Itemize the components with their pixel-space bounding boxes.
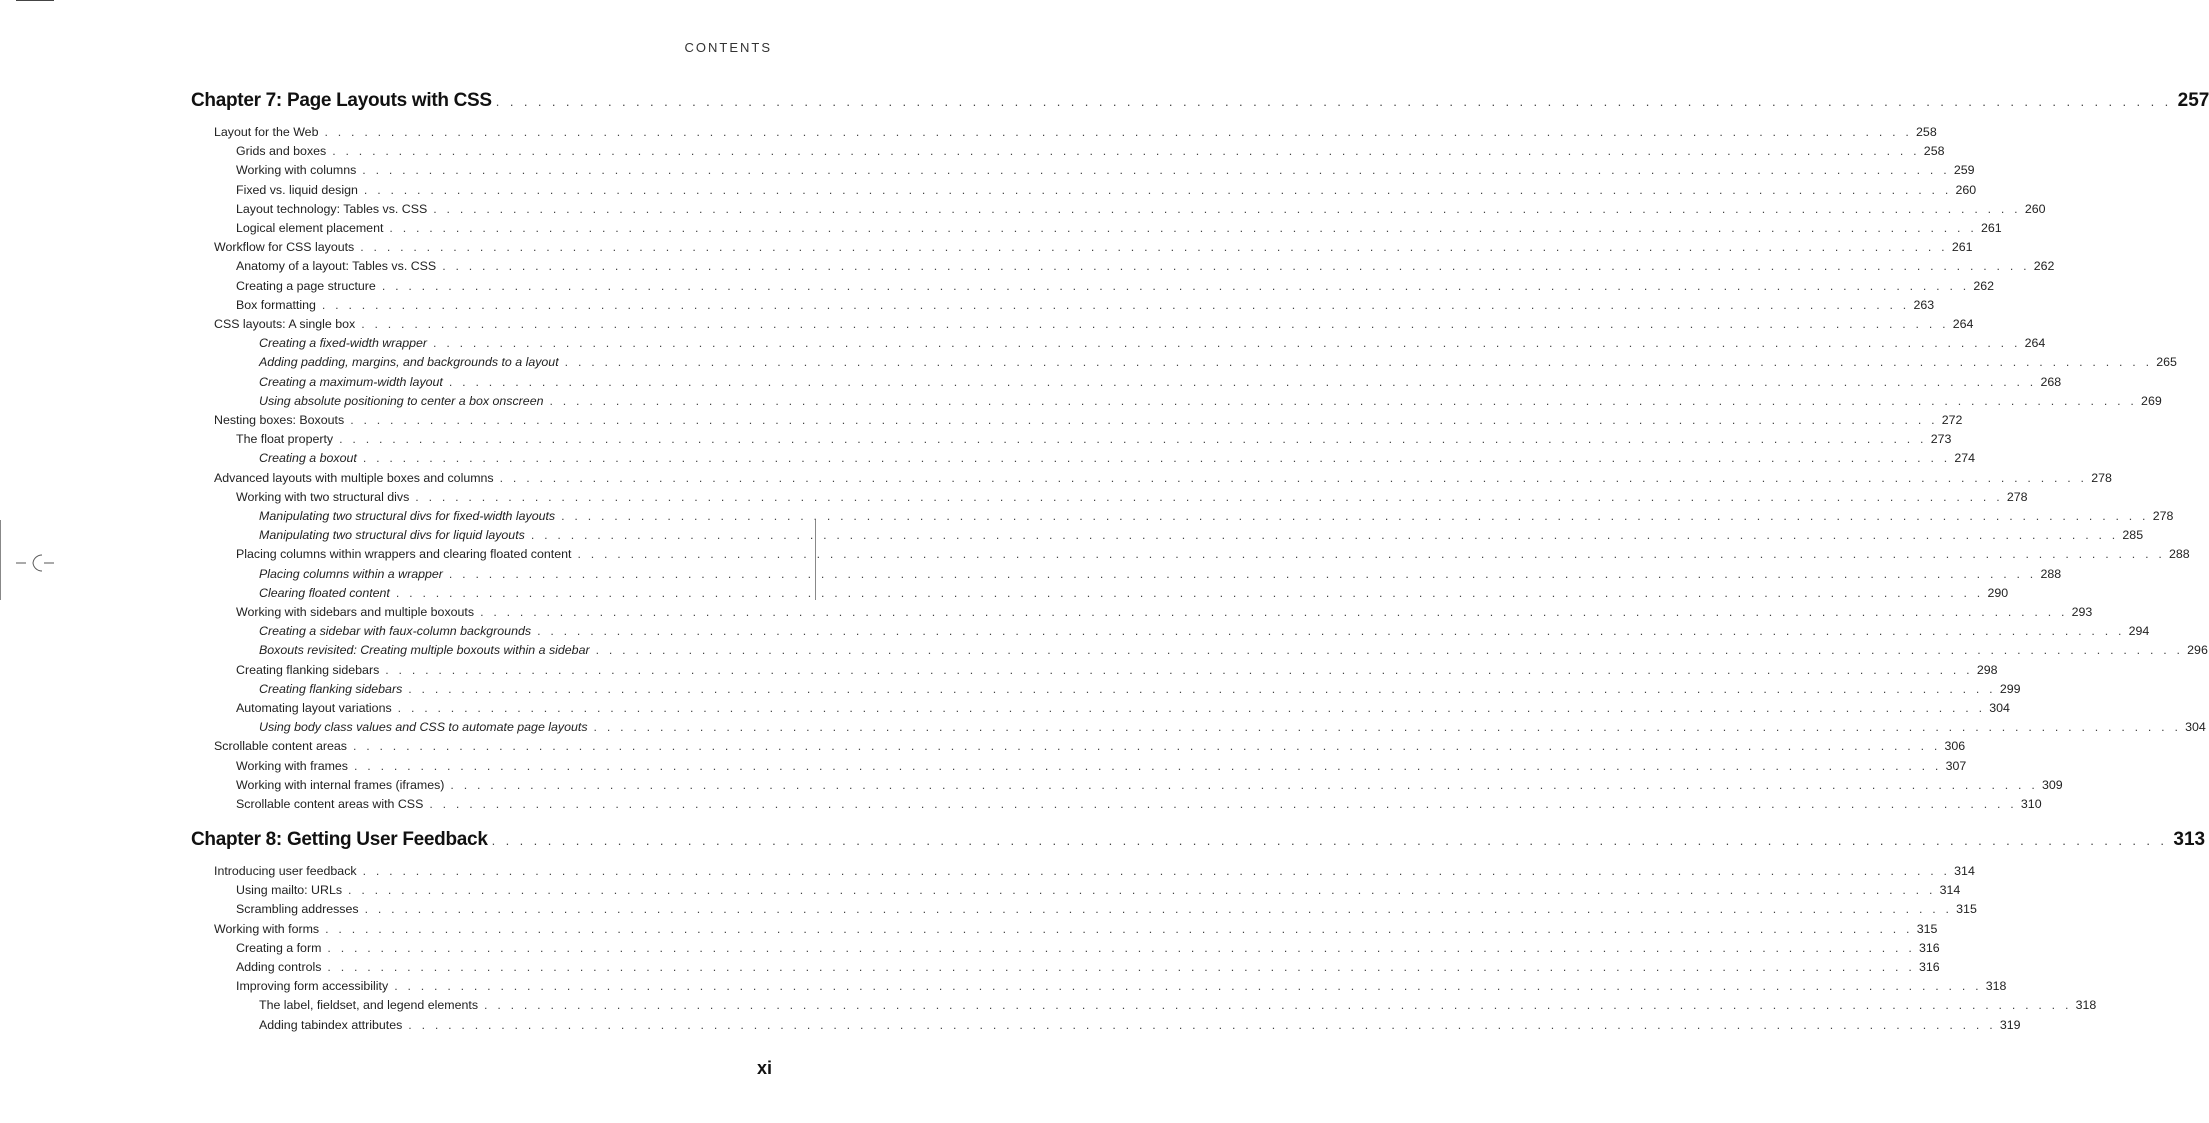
toc-entry-title: Clearing floated content	[259, 585, 390, 600]
page-edge-left	[0, 520, 1, 600]
toc-entry-title: The float property	[236, 432, 334, 447]
toc-entry-page-number: 260	[1955, 182, 1977, 197]
toc-entry-page-number: 259	[1953, 163, 1975, 178]
toc-entry-title: Using absolute positioning to center a box onscreen	[259, 393, 544, 408]
toc-entry-page-number: 314	[1939, 883, 1961, 898]
toc-entry	[236, 488, 2028, 507]
toc-entry-page-number: 304	[1989, 701, 2010, 715]
toc-entry-page-number: 264	[1952, 317, 1974, 331]
dot-leader: . . . . . . . . . . . . . . . . . . . . . . . . . . . . . . . . . . . . . . . . . . . . . . . . . . . . . . . . . . . . . . . . . . . . . . . . . . . . . . . . . . . . . . . . . . . . . . . . . . . . . . . . . . . . . . . . . . . . . . . .	[433, 201, 2021, 216]
toc-entry-title: Working with sidebars and multiple boxouts	[236, 605, 475, 619]
dot-leader: . . . . . . . . . . . . . . . . . . . . . . . . . . . . . . . . . . . . . . . . . . . . . . . . . . . . . . . . . . . . . . . . . . . . . . . . . . . . . . . . . . . . . . . . . . . . . . . . . . . . . . . . . . . . . . . . . . . . . . . .	[348, 883, 1936, 898]
dot-leader: . . . . . . . . . . . . . . . . . . . . . . . . . . . . . . . . . . . . . . . . . . . . . . . . . . . . . . . . . . . . . . . . . . . . . . . . . . . . . . . . . . . . . . . . . . . . . . . . . . . . . . . . . . . . . . . . . . . . . . . .	[324, 125, 1913, 139]
toc-entry	[214, 238, 1973, 257]
toc-entry	[236, 939, 1940, 958]
dot-leader: . . . . . . . . . . . . . . . . . . . . . . . . . . . . . . . . . . . . . . . . . . . . . . . . . . . . . . . . . . . . . . . . . . . . . . . . . . . . . . . . . . . . . . . . . . . . . . . . . . . . . . . . . . . . . . . . . . . . . . . .	[480, 605, 2068, 619]
toc-entry-page-number: 262	[2033, 259, 2055, 274]
dot-leader: . . . . . . . . . . . . . . . . . . . . . . . . . . . . . . . . . . . . . . . . . . . . . . . . . . . . . . . . . . . . . . . . . . . . . . . . . . . . . . . . . . . . . . . . . . . . . . . . . . . . . . . . . . . . . . . . . . . . . . . .	[321, 297, 1910, 312]
toc-entry-page-number: 314	[1954, 864, 1975, 878]
dot-leader: . . . . . . . . . . . . . . . . . . . . . . . . . . . . . . . . . . . . . . . . . . . . . . . . . . . . . . . . . . . . . . . . . . . . . . . . . . . . . . . . . . . . . . . . . . . . . . . . . . . . . . . . . . . . . . . . . . . . . . . .	[484, 998, 2072, 1013]
dot-leader: . . . . . . . . . . . . . . . . . . . . . . . . . . . . . . . . . . . . . . . . . . . . . . . . . . . . . . . . . . . . . . . . . . . . . . . . . . . . . . . . . . . . . . . . . . . . . . . . . . . . . . . . . . . . . . . . . . . . . . . .	[363, 182, 1952, 197]
toc-entry	[236, 900, 1977, 919]
toc-entry	[259, 373, 2062, 392]
toc-entry	[259, 526, 2144, 545]
toc-entry-title: Creating a boxout	[259, 451, 357, 466]
toc-entry-title: Advanced layouts with multiple boxes and columns	[214, 470, 494, 485]
dot-leader: . . . . . . . . . . . . . . . . . . . . . . . . . . . . . . . . . . . . . . . . . . . . . . . . . . . . . . . . . . . . . . . . . . . . . . . . . . . . . . . . . . . . . . . . . . . . . . . . . . . . . . . . . . . . . . . . . . . . . . . .	[564, 355, 2153, 370]
toc-entry-page-number: 299	[1999, 681, 2021, 696]
toc-entry-page-number: 316	[1918, 960, 1940, 974]
toc-entry	[259, 996, 2097, 1015]
dot-leader: . . . . . . . . . . . . . . . . . . . . . . . . . . . . . . . . . . . . . . . . . . . . . . . . . . . . . . . . . . . . . . . . . . . . . . . . . . . . . . . . . . . . . . . . . . . . . . . . . . . . . . . . . . . . . . . . . . . . . . . .	[499, 470, 2088, 485]
dot-leader: . . . . . . . . . . . . . . . . . . . . . . . . . . . . . . . . . . . . . . . . . . . . . . . . . . . . . . . . . . . . . . . . . . . . . . . . . . . . . . . . . . . . . . . . . . . . . . . . . . . . . . . . . . . . . . . . . . . . . . . .	[325, 921, 1913, 936]
dot-leader: . . . . . . . . . . . . . . . . . . . . . . . . . . . . . . . . . . . . . . . . . . . . . . . . . . . . . . . . . . . . . . . . . . . . . . . . . . . . . . . . . . . . . . . . . . . . . . . . . . . . . . . . . . . . . . . . . . . . . . . .	[327, 940, 1915, 955]
dot-leader: . . . . . . . . . . . . . . . . . . . . . . . . . . . . . . . . . . . . . . . . . . . . . . . . . . . . . . . . . . . . . . . . . . . . . . . . . . . . . . . . . . . . . . . . . . . . . . . . . . . . . . . . . . . . . . . . . . . . . . . .	[354, 758, 1942, 773]
toc-entry-title: Workflow for CSS layouts	[214, 240, 355, 255]
toc-entry	[236, 757, 1967, 776]
toc-entry-page-number: 278	[2152, 509, 2174, 523]
toc-entry-title: Creating flanking sidebars	[236, 662, 380, 677]
toc-entry-page-number: 290	[1987, 585, 2009, 600]
toc-entry-page-number: 273	[1930, 432, 1952, 447]
dot-leader: . . . . . . . . . . . . . . . . . . . . . . . . . . . . . . . . . . . . . . . . . . . . . . . . . . . . . . . . . . . . . . . . . . . . . . . . . . . . . . . . . . . . . . . . . . . . . . . . . . . . . . . . . . . . . . . . . . . . . . . .	[394, 979, 1982, 994]
dot-leader: . . . . . . . . . . . . . . . . . . . . . . . . . . . . . . . . . . . . . . . . . . . . . . . . . . . . . . . . . . . . . . . . . . . . . . . . . . . . . . . . . . . . . . . . . . . . . . . . . . . . . . . . . . . . . . . . . . . . . . . .	[395, 585, 1984, 600]
dot-leader: . . . . . . . . . . . . . . . . . . . . . . . . . . . . . . . . . . . . . . . . . . . . . . . . . . . . . . . . . . . . . . . . . . . . . . . . . . . . . . . . . . . . . . . . . . . . . . . . . . . . . . . . . . . . . . . . . . . . . . . .	[442, 259, 2030, 274]
dot-leader: . . . . . . . . . . . . . . . . . . . . . . . . . . . . . . . . . . . . . . . . . . . . . . . . . . . . . . . . . . . . . . . . . . . . . . . . . . . . . . . . . . . . . . . . . . . . . . . . . . . . . . . . . . . . . . . . . . . . . . . .	[364, 902, 1953, 917]
toc-entry-title: Layout technology: Tables vs. CSS	[236, 201, 428, 216]
toc-entry-title: Nesting boxes: Boxouts	[214, 413, 345, 427]
toc-entry-page-number: 278	[2006, 489, 2028, 504]
toc-entry-title: Working with columns	[236, 163, 357, 178]
toc-entry-page-number: 261	[1951, 240, 1973, 255]
toc-entry	[236, 277, 1995, 296]
toc-entry-page-number: 319	[1999, 1017, 2021, 1032]
toc-entry	[259, 334, 2046, 353]
dot-leader: . . . . . . . . . . . . . . . . . . . . . . . . . . . . . . . . . . . . . . . . . . . . . . . . . . . . . . . . . . . . . . . . . . . . . . . . . . . . . . . . . . . . . . . . . . . . . . . . . . . . . . . . . . . . . . . . . . . . . . . .	[530, 528, 2119, 543]
toc-entry-title: Working with forms	[214, 921, 320, 936]
toc-entry-title: Creating a page structure	[236, 278, 376, 293]
toc-entry-page-number: 306	[1944, 739, 1966, 754]
dot-leader: . . . . . . . . . . . . . . . . . . . . . . . . . . . . . . . . . . . . . . . . . . . . . . . . . . . . . . . . . . . . . . . . . . . . . . . . . . . . . . . . . . . . . . . . . . . . . . . . . . . . . . . . . . . . . . . . . . . . . . . .	[362, 864, 1951, 878]
toc-entry-title: Placing columns within a wrapper	[259, 566, 443, 581]
toc-entry-title: Introducing user feedback	[214, 864, 357, 878]
toc-entry-page-number: 261	[1980, 221, 2002, 235]
dot-leader: . . . . . . . . . . . . . . . . . . . . . . . . . . . . . . . . . . . . . . . . . . . . . . . . . . . . . . . . . . . . . . . . . . . . . . . . . . . . . . . . . . . . . . . . . . . . . . . . . . . . . . . . . . . . . . . . . . . . . . . .	[385, 662, 1973, 677]
dot-leader: . . . . . . . . . . . . . . . . . . . . . . . . . . . . . . . . . . . . . . . . . . . . . . . . . . . . . . . . . . . . . . . . . . . . . . . . . . . . . . . . . . . . . . . . . . . . . . . . . . . . . . . . . . . . . . . . . . . . . . . .	[408, 681, 1996, 696]
dot-leader: . . . . . . . . . . . . . . . . . . . . . . . . . . . . . . . . . . . . . . . . . . . . . . . . . . . . . . . . . . . . . . . . . . . . . . . . . . . . . . . . . . . . . . . . . . . . . . . . . . . . . . . . . . . . . . . . . . . . . . . .	[339, 432, 1927, 447]
toc-entry	[259, 565, 2062, 584]
toc-entry-title: Manipulating two structural divs for fixed-width layouts	[259, 509, 556, 523]
dot-leader: . . . . . . . . . . . . . . . . . . . . . . . . . . . . . . . . . . . . . . . . . . . . . . . . . . . . . . . . . . . . . . . . . . . . . . . . . . . . . . . . . . . . . . . . . . . . . . . . . . . . . . . . . . . . . . . . . . . . . . . .	[537, 624, 2125, 639]
dot-leader: . . . . . . . . . . . . . . . . . . . . . . . . . . . . . . . . . . . . . . . . . . . . . . . . . . . . . . . . . . . . . . . . . . . . . . . . . . . . . . . . . . . . . . . . . . . . . . . . . . . . . . . . . . . . . . . . . . . . . . . .	[381, 278, 1970, 293]
toc-entry-page-number: 316	[1918, 940, 1940, 955]
toc-entry	[259, 353, 2177, 372]
toc-entry	[236, 257, 2055, 276]
dot-leader: . . . . . . . . . . . . . . . . . . . . . . . . . . . . . . . . . . . . . . . . . . . . . . . . . . . . . . . . . . . . . . . . . . . . . . . . . . . . . . . . . . . . . . . . . . . . . . . . . . . . . . . . . . . . . . . . . . . . . . . .	[450, 777, 2038, 792]
toc-entry-page-number: 288	[2040, 566, 2062, 581]
toc-entry	[236, 699, 2010, 718]
toc-entry-page-number: 285	[2122, 528, 2144, 543]
toc-entry	[259, 641, 2208, 660]
toc-entry	[214, 123, 1937, 142]
toc-entry-page-number: 294	[2128, 624, 2150, 639]
toc-entry-page-number: 258	[1923, 144, 1945, 159]
toc-entry-page-number: 309	[2041, 777, 2063, 792]
chapter-heading	[191, 829, 2206, 851]
toc-entry-page-number: 268	[2040, 374, 2062, 389]
dot-leader: . . . . . . . . . . . . . . . . . . . . . . . . . . . . . . . . . . . . . . . . . . . . . . . . . . . . . . . . . . . . . . . . . . . . . . . . . . . . . . . . . . . . . . . . . . . . . . . . . . . . . . . . . . . . . . . . . . . . . . . .	[448, 566, 2037, 581]
toc-entry	[236, 661, 1998, 680]
dot-leader: . . . . . . . . . . . . . . . . . . . . . . . . . . . . . . . . . . . . . . . . . . . . . . . . . . . . . . . . . . . . . . . . . . . . . . . . . . . . . . . . . . . . . . . . . . . . . . . . . . . . . . . . . . . . . . . . . . . . . . . .	[429, 797, 2017, 811]
toc-entry-page-number: 304	[2185, 720, 2206, 735]
dot-leader: . . . . . . . . . . . . . . . . . . . . . . . . . . . . . . . . . . . . . . . . . . . . . . . . . . . . . . . . . . . . . . . . . . . . . . . . . . . . . . . . . . . . . . . . . . . . . . . . . . . . . . . . . . . . . . . . . . . . . . . .	[549, 393, 2138, 408]
toc-entry-page-number: 310	[2020, 797, 2042, 811]
toc-entry	[236, 545, 2190, 564]
chapter-title: Chapter 7: Page Layouts with CSS	[191, 90, 492, 111]
chapter-page-number: 313	[2173, 829, 2206, 850]
toc-entry-title: Automating layout variations	[236, 701, 392, 715]
toc-entry	[259, 718, 2206, 737]
toc-entry-title: Scrollable content areas	[214, 739, 347, 754]
toc-entry	[236, 200, 2046, 219]
registration-mark-icon	[16, 551, 54, 575]
toc-entry-title: Working with internal frames (iframes)	[236, 777, 445, 792]
toc-entry	[214, 920, 1938, 939]
toc-entry	[236, 181, 1977, 200]
toc-entry	[259, 449, 1976, 468]
toc-entry-title: Boxouts revisited: Creating multiple boxouts within a sidebar	[259, 643, 590, 658]
toc-entry	[236, 977, 2007, 996]
toc-entry	[236, 219, 2002, 238]
toc-entry-title: Working with two structural divs	[236, 489, 410, 504]
toc-entry-page-number: 264	[2024, 336, 2046, 351]
toc-entry-page-number: 318	[1985, 979, 2007, 994]
toc-entry-title: Grids and boxes	[236, 144, 327, 159]
toc-entry-title: Creating a fixed-width wrapper	[259, 336, 428, 351]
toc-entry	[236, 603, 2093, 622]
dot-leader: . . . . . . . . . . . . . . . . . . . . . . . . . . . . . . . . . . . . . . . . . . . . . . . . . . . . . . . . . . . . . . . . . . . . . . . . . . . . . . . . . . . . . . . . . . . . . . . . . . . . . . . . . . . . . . . . . . . . . . . .	[561, 509, 2149, 523]
toc-entry-title: CSS layouts: A single box	[214, 317, 356, 331]
toc-entry-title: Using mailto: URLs	[236, 883, 343, 898]
dot-leader: . . . . . . . . . . . . . . . . . . . . . . . . . . . . . . . . . . . . . . . . . . . . . . . . . . . . . . . . . . . . . . . . . . . . . . . . . . . . . . . . . . . . . . . . . . . . . . . . . . . . . . . . . . . . . . . . . . . . . . . .	[595, 643, 2184, 658]
toc-entry	[236, 296, 1935, 315]
dot-leader: . . . . . . . . . . . . . . . . . . . . . . . . . . . . . . . . . . . . . . . . . . . . . . . . . . . . . . . . . . . . . . . . . . . . . . . . . . . . . . . . . . . . . . . . . . . . . . . . . . . . . . . . . . . . . . . . . . . . . . . .	[495, 94, 2172, 109]
dot-leader: . . . . . . . . . . . . . . . . . . . . . . . . . . . . . . . . . . . . . . . . . . . . . . . . . . . . . . . . . . . . . . . . . . . . . . . . . . . . . . . . . . . . . . . . . . . . . . . . . . . . . . . . . . . . . . . . . . . . . . . .	[389, 221, 1977, 235]
toc-entry-title: The label, fieldset, and legend elements	[259, 998, 479, 1013]
chapter-heading	[191, 90, 2209, 112]
dot-leader: . . . . . . . . . . . . . . . . . . . . . . . . . . . . . . . . . . . . . . . . . . . . . . . . . . . . . . . . . . . . . . . . . . . . . . . . . . . . . . . . . . . . . . . . . . . . . . . . . . . . . . . . . . . . . . . . . . . . . . . .	[361, 317, 1949, 331]
toc-entry-page-number: 274	[1954, 451, 1976, 466]
toc-entry	[259, 622, 2150, 641]
crop-mark-top	[16, 0, 54, 1]
dot-leader: . . . . . . . . . . . . . . . . . . . . . . . . . . . . . . . . . . . . . . . . . . . . . . . . . . . . . . . . . . . . . . . . . . . . . . . . . . . . . . . . . . . . . . . . . . . . . . . . . . . . . . . . . . . . . . . . . . . . . . . .	[350, 413, 1938, 427]
toc-entry-title: Scrollable content areas with CSS	[236, 797, 424, 811]
dot-leader: . . . . . . . . . . . . . . . . . . . . . . . . . . . . . . . . . . . . . . . . . . . . . . . . . . . . . . . . . . . . . . . . . . . . . . . . . . . . . . . . . . . . . . . . . . . . . . . . . . . . . . . . . . . . . . . . . . . . . . . .	[491, 833, 2168, 848]
chapter-title: Chapter 8: Getting User Feedback	[191, 829, 488, 850]
toc-entry-title: Creating a sidebar with faux-column backgrounds	[259, 624, 532, 639]
toc-entry-page-number: 315	[1916, 921, 1938, 936]
running-head: CONTENTS	[684, 40, 772, 55]
toc-entry-page-number: 258	[1916, 125, 1937, 139]
toc-entry-title: Adding padding, margins, and backgrounds to a layout	[259, 355, 559, 370]
toc-entry	[214, 469, 2112, 488]
toc-entry-title: Box formatting	[236, 297, 316, 312]
toc-entry-page-number: 269	[2141, 393, 2162, 408]
toc-entry	[236, 142, 1945, 161]
toc-entry-title: Creating a maximum-width layout	[259, 374, 443, 389]
toc-entry	[259, 1016, 2021, 1035]
toc-entry-title: Fixed vs. liquid design	[236, 182, 358, 197]
toc-entry	[236, 881, 1961, 900]
toc-entry	[214, 315, 1974, 334]
toc-entry	[259, 680, 2021, 699]
chapter-page-number: 257	[2177, 90, 2209, 111]
dot-leader: . . . . . . . . . . . . . . . . . . . . . . . . . . . . . . . . . . . . . . . . . . . . . . . . . . . . . . . . . . . . . . . . . . . . . . . . . . . . . . . . . . . . . . . . . . . . . . . . . . . . . . . . . . . . . . . . . . . . . . . .	[415, 489, 2003, 504]
toc-entry-page-number: 315	[1956, 902, 1977, 917]
page-number: xi	[756, 1058, 772, 1078]
toc-entry-title: Manipulating two structural divs for liquid layouts	[259, 528, 525, 543]
toc-entry	[236, 776, 2063, 795]
toc-entry-title: Using body class values and CSS to automate page layouts	[259, 720, 588, 735]
toc-entry-title: Logical element placement	[236, 221, 384, 235]
dot-leader: . . . . . . . . . . . . . . . . . . . . . . . . . . . . . . . . . . . . . . . . . . . . . . . . . . . . . . . . . . . . . . . . . . . . . . . . . . . . . . . . . . . . . . . . . . . . . . . . . . . . . . . . . . . . . . . . . . . . . . . .	[397, 701, 1986, 715]
dot-leader: . . . . . . . . . . . . . . . . . . . . . . . . . . . . . . . . . . . . . . . . . . . . . . . . . . . . . . . . . . . . . . . . . . . . . . . . . . . . . . . . . . . . . . . . . . . . . . . . . . . . . . . . . . . . . . . . . . . . . . . .	[448, 374, 2037, 389]
toc-entry-page-number: 265	[2156, 355, 2177, 370]
toc-entry-title: Working with frames	[236, 758, 349, 773]
toc-entry	[236, 161, 1975, 180]
toc-entry-page-number: 263	[1913, 297, 1935, 312]
toc-entry-page-number: 278	[2091, 470, 2112, 485]
dot-leader: . . . . . . . . . . . . . . . . . . . . . . . . . . . . . . . . . . . . . . . . . . . . . . . . . . . . . . . . . . . . . . . . . . . . . . . . . . . . . . . . . . . . . . . . . . . . . . . . . . . . . . . . . . . . . . . . . . . . . . . .	[577, 547, 2165, 562]
toc-entry-title: Adding tabindex attributes	[259, 1017, 403, 1032]
toc-entry	[236, 795, 2042, 814]
toc-entry	[214, 862, 1975, 881]
toc-entry	[259, 392, 2162, 411]
dot-leader: . . . . . . . . . . . . . . . . . . . . . . . . . . . . . . . . . . . . . . . . . . . . . . . . . . . . . . . . . . . . . . . . . . . . . . . . . . . . . . . . . . . . . . . . . . . . . . . . . . . . . . . . . . . . . . . . . . . . . . . .	[332, 144, 1920, 159]
toc-entry-title: Creating flanking sidebars	[259, 681, 403, 696]
toc-entry-title: Placing columns within wrappers and clearing floated content	[236, 547, 572, 562]
toc-entry-title: Improving form accessibility	[236, 979, 389, 994]
toc-entry-page-number: 307	[1945, 758, 1967, 773]
toc-entry-page-number: 318	[2075, 998, 2097, 1013]
toc-entry	[236, 430, 1952, 449]
dot-leader: . . . . . . . . . . . . . . . . . . . . . . . . . . . . . . . . . . . . . . . . . . . . . . . . . . . . . . . . . . . . . . . . . . . . . . . . . . . . . . . . . . . . . . . . . . . . . . . . . . . . . . . . . . . . . . . . . . . . . . . .	[593, 720, 2182, 735]
toc-entry-page-number: 293	[2071, 605, 2093, 619]
toc-entry-page-number: 260	[2024, 201, 2046, 216]
toc-entry-title: Anatomy of a layout: Tables vs. CSS	[236, 259, 437, 274]
toc-entry-page-number: 262	[1973, 278, 1995, 293]
toc-entry-title: Scrambling addresses	[236, 902, 359, 917]
dot-leader: . . . . . . . . . . . . . . . . . . . . . . . . . . . . . . . . . . . . . . . . . . . . . . . . . . . . . . . . . . . . . . . . . . . . . . . . . . . . . . . . . . . . . . . . . . . . . . . . . . . . . . . . . . . . . . . . . . . . . . . .	[360, 240, 1948, 255]
toc-entry-page-number: 298	[1976, 662, 1998, 677]
toc-entry-page-number: 272	[1941, 413, 1963, 427]
toc-entry-page-number: 288	[2169, 547, 2190, 562]
toc-entry	[214, 737, 1966, 756]
toc-entry	[214, 411, 1963, 430]
toc-entry-page-number: 296	[2187, 643, 2208, 658]
toc-entry-title: Adding controls	[236, 960, 322, 974]
toc-entry-title: Layout for the Web	[214, 125, 319, 139]
dot-leader: . . . . . . . . . . . . . . . . . . . . . . . . . . . . . . . . . . . . . . . . . . . . . . . . . . . . . . . . . . . . . . . . . . . . . . . . . . . . . . . . . . . . . . . . . . . . . . . . . . . . . . . . . . . . . . . . . . . . . . . .	[327, 960, 1915, 974]
toc-entry-title: Creating a form	[236, 940, 322, 955]
dot-leader: . . . . . . . . . . . . . . . . . . . . . . . . . . . . . . . . . . . . . . . . . . . . . . . . . . . . . . . . . . . . . . . . . . . . . . . . . . . . . . . . . . . . . . . . . . . . . . . . . . . . . . . . . . . . . . . . . . . . . . . .	[362, 163, 1950, 178]
toc-entry	[259, 584, 2009, 603]
toc-entry	[236, 958, 1940, 977]
dot-leader: . . . . . . . . . . . . . . . . . . . . . . . . . . . . . . . . . . . . . . . . . . . . . . . . . . . . . . . . . . . . . . . . . . . . . . . . . . . . . . . . . . . . . . . . . . . . . . . . . . . . . . . . . . . . . . . . . . . . . . . .	[362, 451, 1951, 466]
toc-entry	[259, 507, 2174, 526]
dot-leader: . . . . . . . . . . . . . . . . . . . . . . . . . . . . . . . . . . . . . . . . . . . . . . . . . . . . . . . . . . . . . . . . . . . . . . . . . . . . . . . . . . . . . . . . . . . . . . . . . . . . . . . . . . . . . . . . . . . . . . . .	[408, 1017, 1996, 1032]
dot-leader: . . . . . . . . . . . . . . . . . . . . . . . . . . . . . . . . . . . . . . . . . . . . . . . . . . . . . . . . . . . . . . . . . . . . . . . . . . . . . . . . . . . . . . . . . . . . . . . . . . . . . . . . . . . . . . . . . . . . . . . .	[352, 739, 1941, 754]
dot-leader: . . . . . . . . . . . . . . . . . . . . . . . . . . . . . . . . . . . . . . . . . . . . . . . . . . . . . . . . . . . . . . . . . . . . . . . . . . . . . . . . . . . . . . . . . . . . . . . . . . . . . . . . . . . . . . . . . . . . . . . .	[433, 336, 2021, 351]
